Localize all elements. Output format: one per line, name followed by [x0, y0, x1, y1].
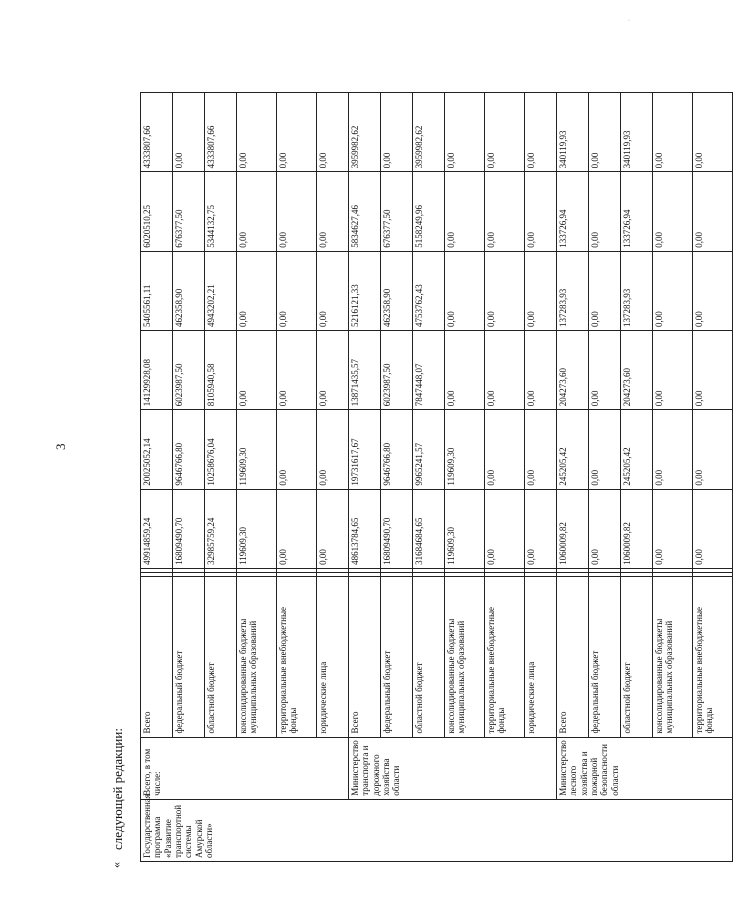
- empty-cell: [445, 572, 485, 576]
- value-cell: 0,00: [589, 251, 621, 330]
- empty-cell: [557, 568, 589, 572]
- value-cell: 119609,30: [445, 410, 485, 489]
- value-cell: 0,00: [653, 251, 693, 330]
- value-cell: 0,00: [485, 251, 525, 330]
- value-cell: 462358,90: [173, 251, 205, 330]
- value-cell: 0,00: [485, 172, 525, 251]
- empty-cell: [621, 572, 653, 576]
- value-cell: 676377,50: [381, 172, 413, 251]
- value-cell: 0,00: [277, 93, 317, 172]
- empty-cell: [693, 568, 733, 572]
- scan-dot: ·: [628, 18, 630, 24]
- source-label-cell: территориальные внебюджетные фонды: [277, 576, 317, 737]
- value-cell: 0,00: [525, 410, 557, 489]
- value-cell: 340119,93: [621, 93, 653, 172]
- value-cell: 245205,42: [557, 410, 589, 489]
- value-cell: 9646766,80: [173, 410, 205, 489]
- value-cell: 4333807,66: [205, 93, 237, 172]
- empty-cell: [413, 572, 445, 576]
- value-cell: 0,00: [589, 489, 621, 568]
- value-cell: 0,00: [653, 172, 693, 251]
- value-cell: 0,00: [317, 93, 349, 172]
- empty-cell: [237, 568, 277, 572]
- source-label-cell: территориальные внебюджетные фонды: [693, 576, 733, 737]
- ministry-cell: Министерство транспорта и дорожного хозяйства области: [349, 737, 557, 799]
- source-label-cell: территориальные внебюджетные фонды: [485, 576, 525, 737]
- value-cell: 8105940,58: [205, 330, 237, 409]
- value-cell: 10258676,04: [205, 410, 237, 489]
- empty-cell: [317, 572, 349, 576]
- value-cell: 0,00: [445, 93, 485, 172]
- program-name-cell: Государственная программа «Развитие транспортной системы Амурской области»: [141, 799, 733, 861]
- value-cell: 7847448,07: [413, 330, 445, 409]
- value-cell: 3959982,62: [349, 93, 381, 172]
- value-cell: 0,00: [693, 93, 733, 172]
- value-cell: 48613784,65: [349, 489, 381, 568]
- funding-table: [140, 92, 733, 862]
- source-label-cell: консолидированные бюджеты муниципальных образований: [237, 576, 277, 737]
- ministry-cell: Министерство лесного хозяйства и пожарной безопасности области: [557, 737, 733, 799]
- value-cell: 0,00: [237, 251, 277, 330]
- source-label-cell: консолидированные бюджеты муниципальных образований: [445, 576, 485, 737]
- source-label-cell: Всего: [349, 576, 381, 737]
- value-cell: 0,00: [485, 93, 525, 172]
- page-number: 3: [53, 443, 68, 450]
- source-label-cell: областной бюджет: [413, 576, 445, 737]
- value-cell: 1060009,82: [557, 489, 589, 568]
- value-cell: 0,00: [693, 410, 733, 489]
- value-cell: 0,00: [693, 251, 733, 330]
- value-cell: 0,00: [277, 489, 317, 568]
- empty-cell: [653, 568, 693, 572]
- value-cell: 5344132,75: [205, 172, 237, 251]
- value-cell: 0,00: [173, 93, 205, 172]
- value-cell: 20025052,14: [141, 410, 173, 489]
- lead-text: следующей редакции:: [110, 728, 125, 850]
- value-cell: 676377,50: [173, 172, 205, 251]
- empty-cell: [277, 568, 317, 572]
- source-label-cell: областной бюджет: [621, 576, 653, 737]
- empty-cell: [173, 572, 205, 576]
- value-cell: 4753762,43: [413, 251, 445, 330]
- value-cell: 119609,30: [445, 489, 485, 568]
- value-cell: 0,00: [589, 172, 621, 251]
- source-label-cell: Всего: [141, 576, 173, 737]
- value-cell: 0,00: [525, 251, 557, 330]
- table-row: [141, 93, 173, 862]
- value-cell: 204273,60: [557, 330, 589, 409]
- value-cell: 133726,94: [621, 172, 653, 251]
- value-cell: 0,00: [237, 330, 277, 409]
- empty-cell: [557, 572, 589, 576]
- value-cell: 0,00: [277, 330, 317, 409]
- value-cell: 0,00: [693, 172, 733, 251]
- table-row: [349, 93, 381, 862]
- empty-cell: [485, 568, 525, 572]
- source-label-cell: федеральный бюджет: [589, 576, 621, 737]
- total-group-cell: Всего, в том числе:: [141, 737, 349, 799]
- value-cell: 0,00: [589, 330, 621, 409]
- value-cell: 0,00: [277, 172, 317, 251]
- empty-cell: [445, 568, 485, 572]
- empty-cell: [141, 572, 173, 576]
- value-cell: 0,00: [525, 330, 557, 409]
- empty-cell: [413, 568, 445, 572]
- empty-cell: [525, 568, 557, 572]
- source-label-cell: Всего: [557, 576, 589, 737]
- empty-cell: [205, 572, 237, 576]
- value-cell: 5158249,96: [413, 172, 445, 251]
- value-cell: 0,00: [317, 410, 349, 489]
- value-cell: 31684684,65: [413, 489, 445, 568]
- value-cell: 0,00: [525, 93, 557, 172]
- value-cell: 5216121,33: [349, 251, 381, 330]
- empty-cell: [653, 572, 693, 576]
- value-cell: 245205,42: [621, 410, 653, 489]
- value-cell: 0,00: [445, 172, 485, 251]
- value-cell: 119609,30: [237, 410, 277, 489]
- value-cell: 0,00: [317, 172, 349, 251]
- rotated-table-container: [140, 92, 715, 862]
- value-cell: 133726,94: [557, 172, 589, 251]
- value-cell: 5834627,46: [349, 172, 381, 251]
- source-label-cell: федеральный бюджет: [381, 576, 413, 737]
- value-cell: 0,00: [653, 489, 693, 568]
- empty-cell: [205, 568, 237, 572]
- value-cell: 49914859,24: [141, 489, 173, 568]
- value-cell: 137283,93: [557, 251, 589, 330]
- value-cell: 0,00: [485, 410, 525, 489]
- value-cell: 0,00: [589, 93, 621, 172]
- value-cell: 119609,30: [237, 489, 277, 568]
- value-cell: 3959982,62: [413, 93, 445, 172]
- value-cell: 1060009,82: [621, 489, 653, 568]
- empty-cell: [349, 572, 381, 576]
- value-cell: 204273,60: [621, 330, 653, 409]
- lead-quote-mark: «: [109, 862, 123, 868]
- empty-cell: [277, 572, 317, 576]
- empty-cell: [485, 572, 525, 576]
- empty-cell: [141, 568, 173, 572]
- empty-cell: [381, 572, 413, 576]
- source-label-cell: консолидированные бюджеты муниципальных образований: [653, 576, 693, 737]
- value-cell: 0,00: [237, 93, 277, 172]
- empty-cell: [589, 568, 621, 572]
- value-cell: 6023987,50: [381, 330, 413, 409]
- value-cell: 0,00: [525, 172, 557, 251]
- value-cell: 0,00: [653, 93, 693, 172]
- empty-cell: [693, 572, 733, 576]
- value-cell: 6020510,25: [141, 172, 173, 251]
- value-cell: 0,00: [445, 251, 485, 330]
- value-cell: 5405561,11: [141, 251, 173, 330]
- value-cell: 13871435,57: [349, 330, 381, 409]
- table-row: [557, 93, 589, 862]
- empty-cell: [173, 568, 205, 572]
- empty-cell: [349, 568, 381, 572]
- value-cell: 0,00: [317, 330, 349, 409]
- value-cell: 9965241,57: [413, 410, 445, 489]
- source-label-cell: юридические лица: [317, 576, 349, 737]
- value-cell: 4333807,66: [141, 93, 173, 172]
- value-cell: 137283,93: [621, 251, 653, 330]
- value-cell: 0,00: [317, 489, 349, 568]
- value-cell: 16809490,70: [173, 489, 205, 568]
- value-cell: 0,00: [381, 93, 413, 172]
- value-cell: 14129928,08: [141, 330, 173, 409]
- value-cell: 0,00: [653, 410, 693, 489]
- value-cell: 0,00: [485, 489, 525, 568]
- empty-cell: [381, 568, 413, 572]
- empty-cell: [621, 568, 653, 572]
- value-cell: 0,00: [237, 172, 277, 251]
- value-cell: 6023987,50: [173, 330, 205, 409]
- value-cell: 0,00: [693, 489, 733, 568]
- empty-cell: [589, 572, 621, 576]
- value-cell: 32985759,24: [205, 489, 237, 568]
- empty-cell: [525, 572, 557, 576]
- value-cell: 0,00: [485, 330, 525, 409]
- value-cell: 462358,90: [381, 251, 413, 330]
- value-cell: 19731617,67: [349, 410, 381, 489]
- value-cell: 16809490,70: [381, 489, 413, 568]
- value-cell: 0,00: [525, 489, 557, 568]
- empty-cell: [237, 572, 277, 576]
- value-cell: 9646766,80: [381, 410, 413, 489]
- value-cell: 0,00: [445, 330, 485, 409]
- value-cell: 0,00: [589, 410, 621, 489]
- value-cell: 4943202,21: [205, 251, 237, 330]
- value-cell: 0,00: [277, 251, 317, 330]
- value-cell: 0,00: [693, 330, 733, 409]
- empty-cell: [317, 568, 349, 572]
- value-cell: 340119,93: [557, 93, 589, 172]
- value-cell: 0,00: [317, 251, 349, 330]
- source-label-cell: юридические лица: [525, 576, 557, 737]
- value-cell: 0,00: [277, 410, 317, 489]
- source-label-cell: областной бюджет: [205, 576, 237, 737]
- source-label-cell: федеральный бюджет: [173, 576, 205, 737]
- value-cell: 0,00: [653, 330, 693, 409]
